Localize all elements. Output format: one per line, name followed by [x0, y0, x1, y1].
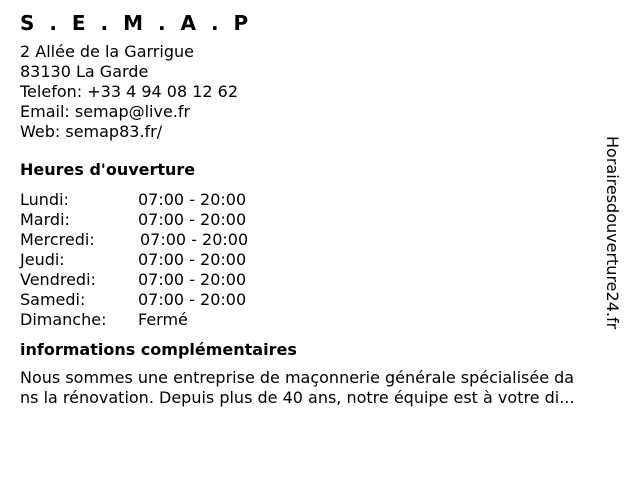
day-label: Mardi:	[20, 210, 70, 229]
side-brand-text: Horairesdouverture24.fr	[603, 136, 622, 330]
hours-row-monday	[20, 190, 630, 210]
day-time: 07:00 - 20:00	[140, 230, 249, 249]
day-time: Fermé	[138, 310, 188, 329]
day-label: Vendredi:	[20, 270, 96, 289]
day-time: 07:00 - 20:00	[138, 190, 247, 209]
info-text	[20, 368, 628, 408]
day-time: 07:00 - 20:00	[138, 290, 247, 309]
hours-row-friday	[20, 270, 630, 290]
info-heading: informations complémentaires	[20, 340, 297, 359]
day-time: 07:00 - 20:00	[138, 270, 247, 289]
day-time: 07:00 - 20:00	[138, 210, 247, 229]
day-label: Samedi:	[20, 290, 86, 309]
address-line-1: 2 Allée de la Garrigue	[20, 42, 194, 61]
email-line: Email: semap@live.fr	[20, 102, 191, 121]
business-card	[20, 10, 630, 408]
hours-row-wednesday	[20, 230, 630, 250]
day-label: Mercredi:	[20, 230, 95, 249]
hours-row-sunday	[20, 310, 630, 330]
phone-line: Telefon: +33 4 94 08 12 62	[20, 82, 239, 101]
hours-row-thursday	[20, 250, 630, 270]
hours-row-tuesday	[20, 210, 630, 230]
day-time: 07:00 - 20:00	[138, 250, 247, 269]
day-label: Lundi:	[20, 190, 69, 209]
company-name: S . E . M . A . P	[20, 11, 253, 35]
day-label: Dimanche:	[20, 310, 107, 329]
hours-heading: Heures d'ouverture	[20, 160, 196, 179]
day-label: Jeudi:	[20, 250, 65, 269]
hours-list	[20, 190, 630, 330]
info-text-line-1: Nous sommes une entreprise de maçonnerie générale spécialisée da	[20, 368, 575, 387]
hours-row-saturday	[20, 290, 630, 310]
web-line: Web: semap83.fr/	[20, 122, 163, 141]
address-line-2: 83130 La Garde	[20, 62, 149, 81]
info-text-line-2: ns la rénovation. Depuis plus de 40 ans, notre équipe est à votre di...	[20, 388, 575, 407]
